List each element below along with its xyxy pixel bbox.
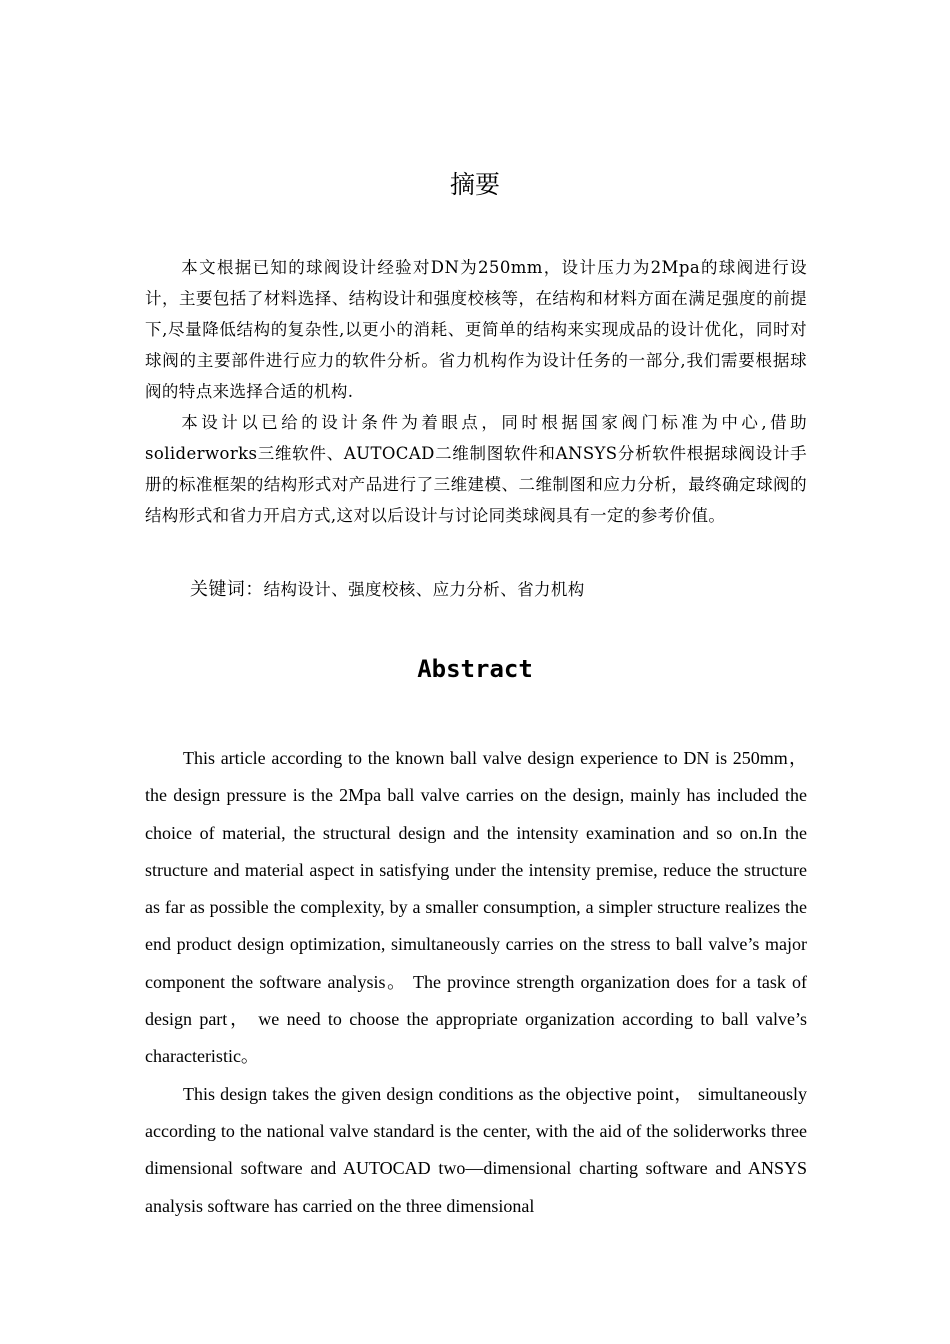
chinese-paragraph-1: 本文根据已知的球阀设计经验对DN为250mm，设计压力为2Mpa的球阀进行设计，主要包括了材料选择、结构设计和强度校核等，在结构和材料方面在满足强度的前提下,尽量降低结构的复杂性,以更小的消耗、更简单的结构来实现成品的设计优化，同时对球阀的主要部件进行应力的软件分析。省力机构作为设计任务的一部分,我们需要根据球阀的特点来选择合适的机构. [145,258,807,401]
chinese-abstract-body [145,252,807,531]
english-paragraph-2: This design takes the given design conditions as the objective point， simultaneously according to the national valve standard is the center, with the aid of the soliderworks three dimensional software and AUTOCAD two—dimensional charting software and ANSYS analysis software has carried on the three dimensional [145,1083,807,1216]
english-abstract-body [145,740,807,1225]
english-abstract-title: Abstract [417,655,533,683]
english-paragraph-1: This article according to the known ball valve design experience to DN is 250mm， the design pressure is the 2Mpa ball valve carries on the design, mainly has included the choice of material, the structural design and the intensity examination and so on.In the structure and material aspect in satisfying under the intensity premise, reduce the structure as far as possible the complexity, by a smaller consumption, a simpler structure realizes the end product design optimization, simultaneously carries on the stress to ball valve’s major component the software analysis。 The province strength organization does for a task of design part， we need to choose the appropriate organization according to ball valve’s characteristic。 [145,748,807,1067]
keywords-text: 结构设计、强度校核、应力分析、省力机构 [263,580,585,599]
chinese-paragraph-2: 本设计以已给的设计条件为着眼点，同时根据国家阀门标准为中心,借助soliderworks三维软件、AUTOCAD二维制图软件和ANSYS分析软件根据球阀设计手册的标准框架的结构形式对产品进行了三维建模、二维制图和应力分析，最终确定球阀的结构形式和省力开启方式,这对以后设计与讨论同类球阀具有一定的参考价值。 [145,413,807,525]
keywords-line [190,574,807,605]
keywords-label: 关键词： [190,579,264,600]
chinese-abstract-title: 摘要 [449,170,500,199]
